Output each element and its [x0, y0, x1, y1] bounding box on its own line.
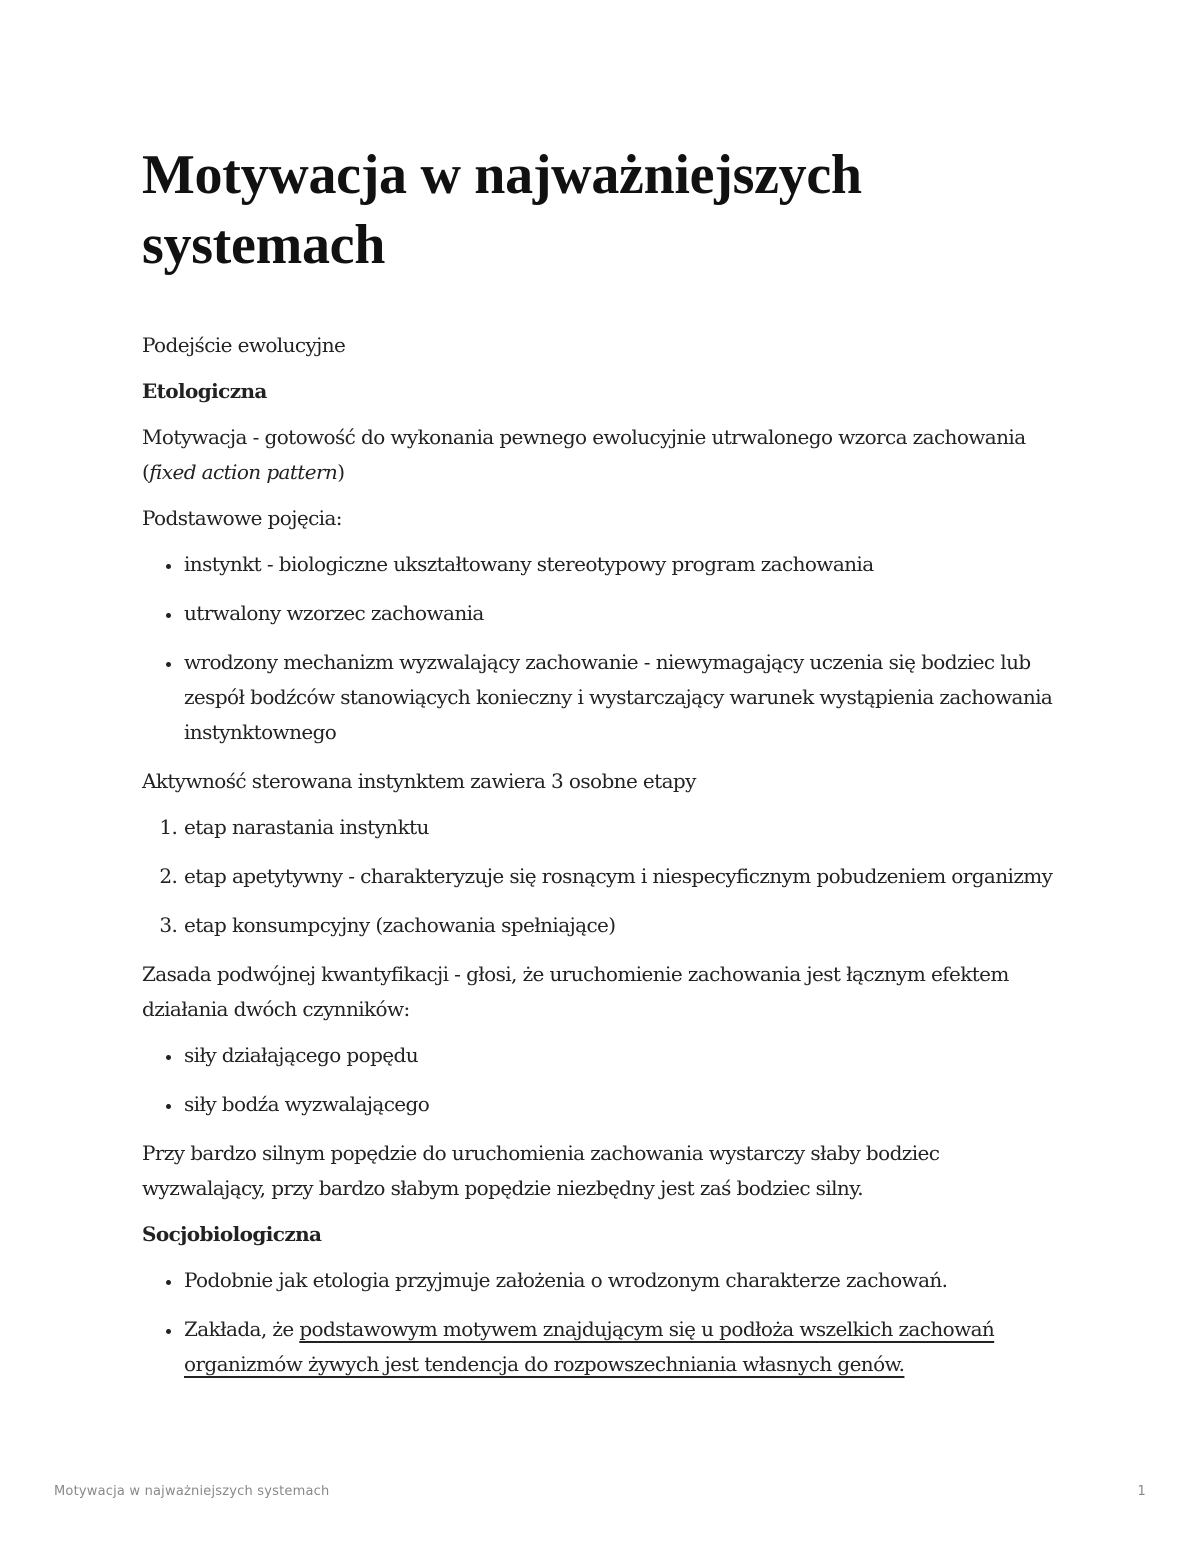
socjobiology-list — [142, 1263, 1062, 1382]
list-item: • siły bodźa wyzwalającego — [183, 1087, 1062, 1122]
definition-closing: ) — [337, 460, 345, 484]
list-item: 2. etap apetytywny - charakteryzuje się rosnącym i niespecyficznym pobudzeniem organizmy — [183, 859, 1062, 894]
concepts-label: Podstawowe pojęcia: — [142, 506, 342, 530]
list-item: • wrodzony mechanizm wyzwalający zachowanie - niewymagający uczenia się bodziec lub zespół bodźców stanowiących konieczny i wystarczający warunek wystąpienia zachowania instynktownego — [183, 645, 1062, 750]
list-item: 3. etap konsumpcyjny (zachowania spełniające) — [183, 908, 1062, 943]
definition-text: Motywacja - gotowość do wykonania pewnego ewolucyjnie utrwalonego wzorca zachowania ( — [142, 425, 1026, 484]
list-item — [183, 1312, 1062, 1382]
page-title: Motywacja w najważniejszych systemach — [142, 144, 862, 276]
document-page — [142, 140, 1062, 1396]
stages-label: Aktywność sterowana instynktem zawiera 3 osobne etapy — [142, 769, 696, 793]
list-item: • siły działającego popędu — [183, 1038, 1062, 1073]
underlined-text: podstawowym motywem znajdującym się u podłoża wszelkich zachowań organizmów żywych jest tendencja do rozpowszechniania własnych genów. — [184, 1317, 995, 1376]
definition-italic-term: fixed action pattern — [149, 460, 338, 484]
section-heading-socjobiologiczna: Socjobiologiczna — [142, 1222, 322, 1246]
quantification-paragraph: Zasada podwójnej kwantyfikacji - głosi, że uruchomienie zachowania jest łącznym efektem działania dwóch czynników: — [142, 962, 1009, 1021]
footer-document-title: Motywacja w najważniejszych systemach — [54, 1484, 330, 1499]
list-item: • instynkt - biologiczne ukształtowany stereotypowy program zachowania — [183, 547, 1062, 582]
list-item: • Podobnie jak etologia przyjmuje założenia o wrodzonym charakterze zachowań. — [183, 1263, 1062, 1298]
intro-paragraph: Podejście ewolucyjne — [142, 333, 346, 357]
list-item: 1. etap narastania instynktu — [183, 810, 1062, 845]
section-heading-etologiczna: Etologiczna — [142, 379, 267, 403]
list-item-text: Zakłada, że — [184, 1317, 300, 1341]
factors-list — [142, 1038, 1062, 1122]
footer-page-number: 1 — [1137, 1484, 1146, 1499]
definition-paragraph — [142, 420, 1062, 490]
concepts-list — [142, 547, 1062, 750]
list-item: • utrwalony wzorzec zachowania — [183, 596, 1062, 631]
conclusion-paragraph: Przy bardzo silnym popędzie do uruchomienia zachowania wystarczy słaby bodziec wyzwalający, przy bardzo słabym popędzie niezbędny jest zaś bodziec silny. — [142, 1141, 940, 1200]
stages-list — [142, 810, 1062, 943]
